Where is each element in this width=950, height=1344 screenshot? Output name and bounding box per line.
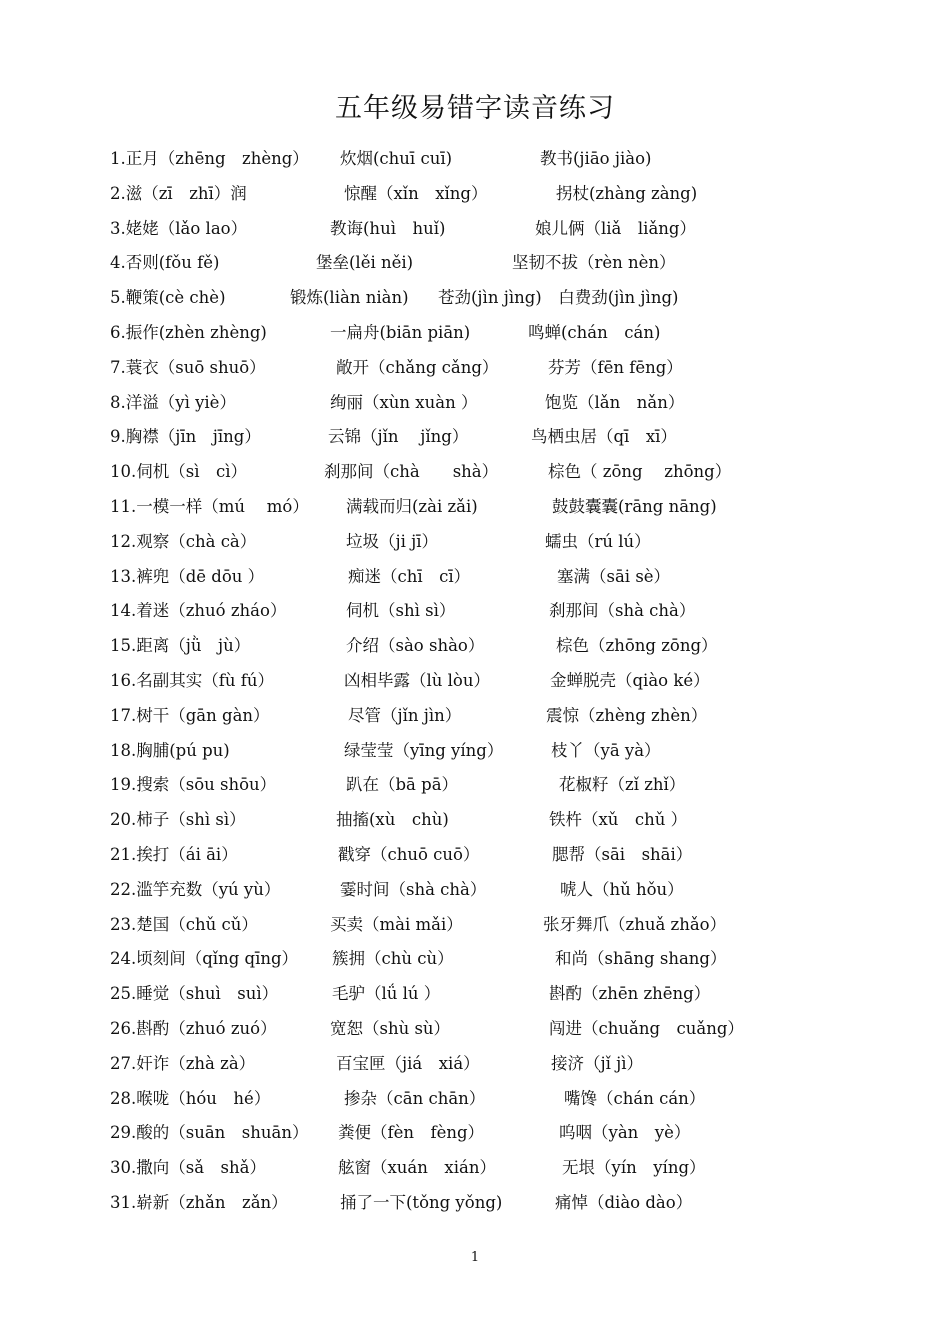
word-entry: 29.酸的（suān shuān）	[110, 1123, 309, 1143]
word-entry: 趴在（bā pā）	[346, 775, 459, 795]
word-entry: 毛驴（lǘ lú ）	[332, 984, 441, 1004]
word-entry: 痴迷（chī cī）	[348, 566, 471, 586]
word-entry: 28.喉咙（hóu hé）	[110, 1088, 271, 1108]
word-entry: 闯进（chuǎng cuǎng）	[549, 1018, 744, 1038]
list-item	[0, 664, 950, 699]
word-entry: 24.顷刻间（qǐng qīng）	[110, 949, 299, 969]
word-entry: 簇拥（chù cù）	[332, 949, 454, 969]
word-entry: 刹那间（shà chà）	[549, 601, 696, 621]
word-entry: 铁杵（xǔ chǔ ）	[549, 810, 688, 830]
word-entry: 蠕虫（rú lú）	[545, 531, 651, 551]
word-entry: 唬人（hǔ hǒu）	[560, 879, 684, 899]
word-entry: 惊醒（xǐn xǐng）	[344, 183, 488, 203]
word-entry: 枝丫（yā yà）	[551, 740, 661, 760]
word-entry: 腮帮（sāi shāi）	[552, 844, 693, 864]
word-entry: 炊烟(chuī cuī)	[340, 149, 453, 168]
word-entry: 坚韧不拔（rèn nèn）	[512, 253, 676, 273]
list-item	[0, 316, 950, 351]
word-entry: 20.柿子（shì sì）	[110, 810, 246, 830]
word-entry: 13.裤兜（dē dōu ）	[110, 566, 265, 586]
list-item	[0, 1186, 950, 1221]
word-entry: 31.崭新（zhǎn zǎn）	[110, 1192, 288, 1212]
word-entry: 10.伺机（sì cì）	[110, 462, 248, 482]
word-entry: 粪便（fèn fèng）	[338, 1123, 485, 1143]
list-item	[0, 629, 950, 664]
word-entry: 1.正月（zhēng zhèng）	[110, 149, 309, 168]
word-entry: 21.挨打（ái āi）	[110, 844, 238, 864]
word-entry: 抽搐(xù chù)	[336, 810, 449, 830]
word-entry: 痛悼（diào dào）	[555, 1192, 693, 1212]
word-entry: 教书(jiāo jiào)	[540, 149, 652, 168]
word-entry: 18.胸脯(pú pu)	[110, 740, 230, 760]
word-entry: 19.搜索（sōu shōu）	[110, 775, 277, 795]
list-item	[0, 386, 950, 421]
word-entry: 饱览（lǎn nǎn）	[545, 392, 685, 412]
word-entry: 和尚（shāng shang）	[555, 949, 727, 969]
word-entry: 9.胸襟（jīn jīng）	[110, 427, 261, 447]
word-entry: 掺杂（cān chān）	[344, 1088, 486, 1108]
word-entry: 7.蓑衣（suō shuō）	[110, 357, 266, 377]
word-entry: 云锦（jǐn jǐng）	[328, 427, 469, 447]
word-entry: 呜咽（yàn yè）	[559, 1123, 691, 1143]
word-entry: 30.撒向（sǎ shǎ）	[110, 1158, 266, 1178]
word-entry: 23.楚国（chǔ cǔ）	[110, 914, 258, 934]
list-item	[0, 281, 950, 316]
word-entry: 宽恕（shù sù）	[330, 1018, 451, 1038]
list-item	[0, 803, 950, 838]
word-entry: 戳穿（chuō cuō）	[338, 844, 480, 864]
word-entry: 15.距离（jǜ jù）	[110, 636, 251, 656]
word-entry: 伺机（shì sì）	[346, 601, 456, 621]
list-item	[0, 142, 950, 177]
word-entry: 鸟栖虫居（qī xī）	[531, 427, 677, 447]
list-item	[0, 873, 950, 908]
practice-list	[0, 142, 950, 1221]
word-entry: 鼓鼓囊囊(rāng nāng)	[552, 496, 717, 516]
list-item	[0, 908, 950, 943]
page-number: 1	[470, 1250, 480, 1265]
word-entry: 8.洋溢（yì yiè）	[110, 392, 236, 412]
word-entry: 金蝉脱壳（qiào ké）	[550, 670, 710, 690]
word-entry: 张牙舞爪（zhuǎ zhǎo）	[543, 914, 727, 934]
list-item	[0, 977, 950, 1012]
word-entry: 绚丽（xùn xuàn ）	[330, 392, 478, 412]
word-entry: 接济（jǐ jì）	[551, 1053, 644, 1073]
word-entry: 霎时间（shà chà）	[340, 879, 487, 899]
list-item	[0, 1047, 950, 1082]
word-entry: 芬芳（fēn fēng）	[548, 357, 683, 377]
word-entry: 塞满（sāi sè）	[557, 566, 671, 586]
list-item	[0, 351, 950, 386]
list-item	[0, 560, 950, 595]
word-entry: 堡垒(lěi něi)	[316, 253, 414, 273]
list-item	[0, 838, 950, 873]
word-entry: 介绍（sào shào）	[346, 636, 485, 656]
list-item	[0, 1012, 950, 1047]
list-item	[0, 768, 950, 803]
word-entry: 6.振作(zhèn zhèng)	[110, 322, 267, 342]
word-entry: 花椒籽（zǐ zhǐ）	[559, 775, 686, 795]
list-item	[0, 420, 950, 455]
word-entry: 锻炼(liàn niàn)	[290, 288, 409, 308]
word-entry: 震惊（zhèng zhèn）	[546, 705, 708, 725]
word-entry: 无垠（yín yíng）	[562, 1158, 706, 1178]
list-item	[0, 212, 950, 247]
word-entry: 捅了一下(tǒng yǒng)	[340, 1192, 503, 1212]
list-item	[0, 177, 950, 212]
word-entry: 绿莹莹（yīng yíng）	[344, 740, 504, 760]
word-entry: 棕色（zhōng zōng）	[556, 636, 718, 656]
word-entry: 垃圾（ji jī）	[346, 531, 439, 551]
word-entry: 舷窗（xuán xián）	[338, 1158, 496, 1178]
list-item	[0, 1116, 950, 1151]
word-entry: 刹那间（chà shà）	[324, 462, 499, 482]
list-item	[0, 1082, 950, 1117]
word-entry: 14.着迷（zhuó zháo）	[110, 601, 287, 621]
list-item	[0, 455, 950, 490]
list-item	[0, 734, 950, 769]
word-entry: 教诲(huì huǐ)	[330, 218, 446, 238]
word-entry: 一扁舟(biān piān)	[330, 322, 471, 342]
word-entry: 2.滋（zī zhī）润	[110, 183, 247, 203]
word-entry: 鸣蝉(chán cán)	[528, 322, 661, 342]
page-title: 五年级易错字读音练习	[335, 93, 615, 124]
list-item	[0, 525, 950, 560]
word-entry: 满载而归(zài zǎi)	[346, 496, 478, 516]
word-entry: 娘儿俩（liǎ liǎng）	[535, 218, 696, 238]
word-entry: 5.鞭策(cè chè)	[110, 288, 226, 308]
word-entry: 3.姥姥（lǎo lao）	[110, 218, 248, 238]
word-entry: 16.名副其实（fù fú）	[110, 670, 274, 690]
list-item	[0, 699, 950, 734]
word-entry: 26.斟酌（zhuó zuó）	[110, 1018, 277, 1038]
word-entry: 买卖（mài mǎi）	[330, 914, 463, 934]
word-entry: 拐杖(zhàng zàng)	[556, 183, 698, 203]
word-entry: 苍劲(jìn jìng) 白费劲(jìn jìng)	[438, 288, 679, 308]
word-entry: 斟酌（zhēn zhēng）	[549, 984, 711, 1004]
word-entry: 嘴馋（chán cán）	[564, 1088, 706, 1108]
word-entry: 17.树干（gān gàn）	[110, 705, 270, 725]
word-entry: 4.否则(fǒu fě)	[110, 253, 220, 273]
list-item	[0, 246, 950, 281]
word-entry: 22.滥竽充数（yú yù）	[110, 879, 281, 899]
list-item	[0, 594, 950, 629]
word-entry: 12.观察（chà cà）	[110, 531, 257, 551]
word-entry: 百宝匣（jiá xiá）	[336, 1053, 480, 1073]
word-entry: 尽管（jǐn jìn）	[348, 705, 462, 725]
list-item	[0, 1151, 950, 1186]
word-entry: 25.睡觉（shuì suì）	[110, 984, 279, 1004]
word-entry: 棕色（ zōng zhōng）	[548, 462, 732, 482]
word-entry: 11.一模一样（mú mó）	[110, 496, 309, 516]
list-item	[0, 942, 950, 977]
list-item	[0, 490, 950, 525]
word-entry: 凶相毕露（lù lòu）	[344, 670, 490, 690]
word-entry: 敞开（chǎng cǎng）	[336, 357, 499, 377]
word-entry: 27.奸诈（zhà zà）	[110, 1053, 256, 1073]
